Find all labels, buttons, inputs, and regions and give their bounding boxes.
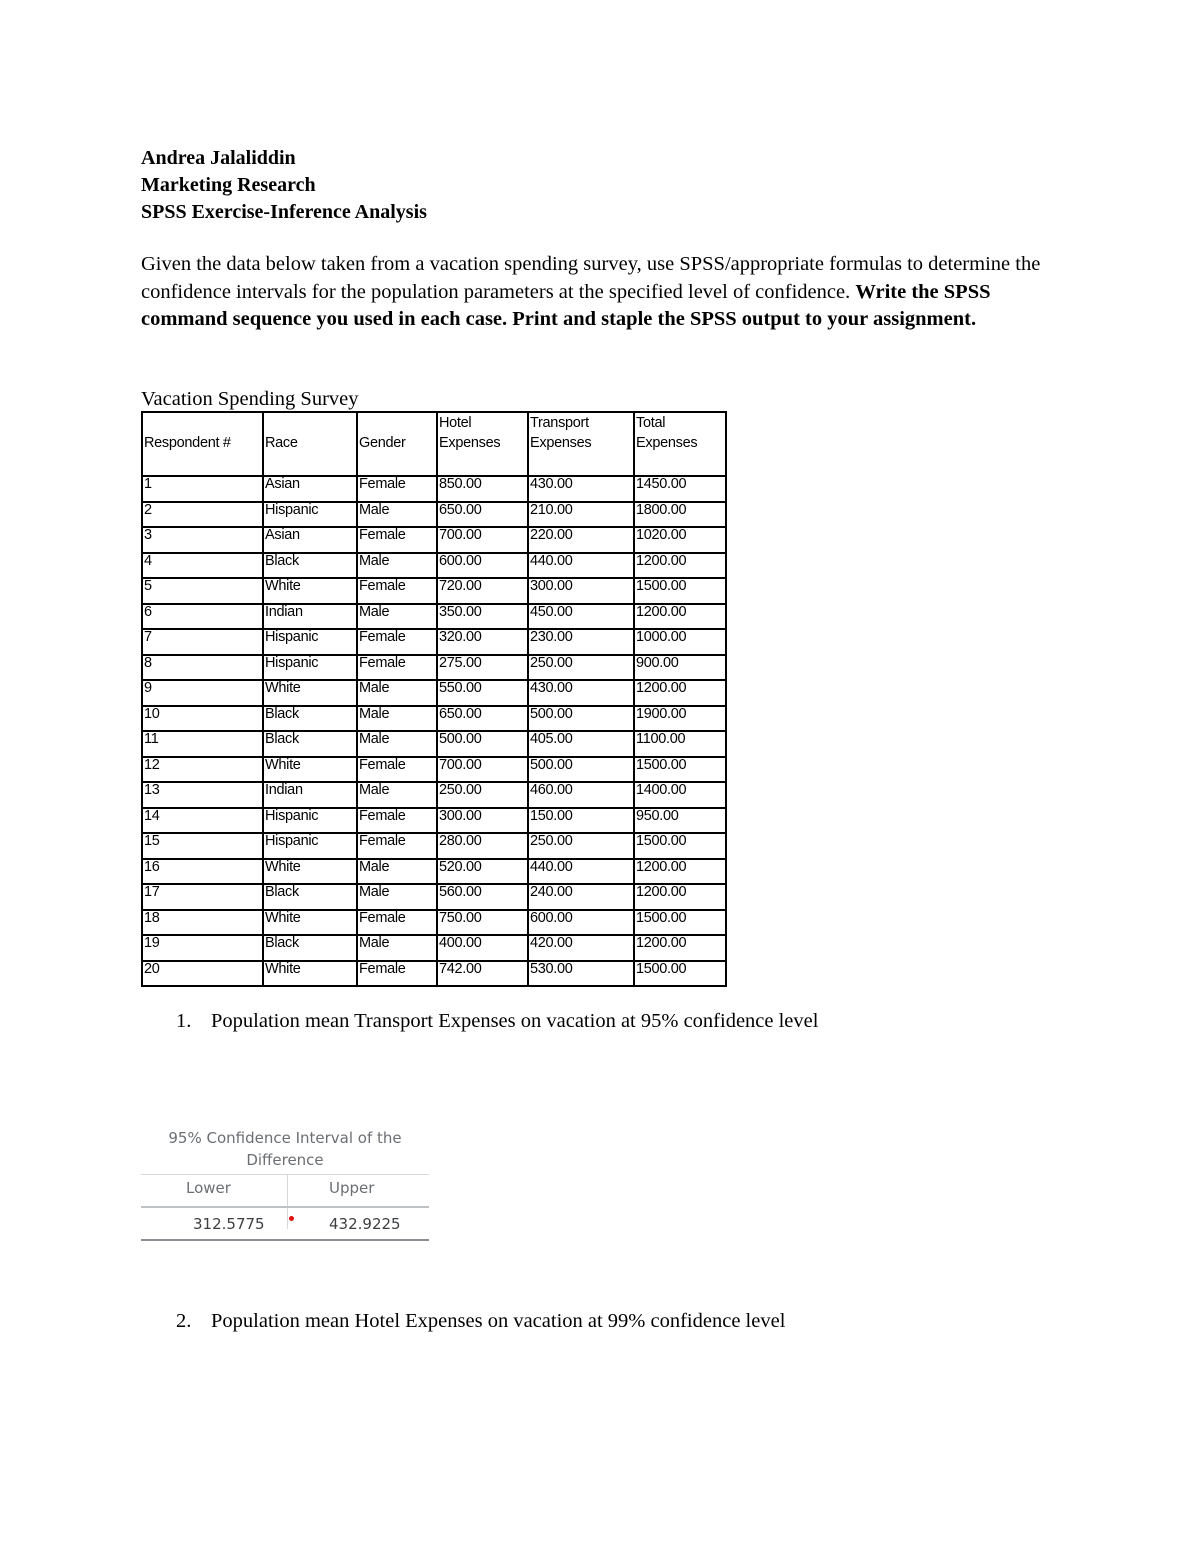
table-row bbox=[142, 553, 726, 579]
cell-transport-expenses: 440.00 bbox=[528, 859, 634, 885]
cell-transport-expenses: 450.00 bbox=[528, 604, 634, 630]
cell-total-expenses: 1500.00 bbox=[634, 578, 726, 604]
cell-gender: Female bbox=[357, 476, 437, 502]
cell-total-expenses: 1500.00 bbox=[634, 757, 726, 783]
cell-hotel-expenses: 400.00 bbox=[437, 935, 528, 961]
cell-hotel-expenses: 742.00 bbox=[437, 961, 528, 987]
cell-total-expenses: 1200.00 bbox=[634, 859, 726, 885]
marker-dot-icon bbox=[289, 1216, 294, 1221]
table-row bbox=[142, 578, 726, 604]
table-row bbox=[142, 476, 726, 502]
cell-hotel-expenses: 520.00 bbox=[437, 859, 528, 885]
header-transport-expenses: Transport Expenses bbox=[528, 412, 634, 476]
table-row bbox=[142, 655, 726, 681]
table-row bbox=[142, 731, 726, 757]
cell-transport-expenses: 430.00 bbox=[528, 476, 634, 502]
lower-label: Lower bbox=[186, 1179, 231, 1197]
cell-respondent: 3 bbox=[142, 527, 263, 553]
cell-respondent: 2 bbox=[142, 502, 263, 528]
table-row bbox=[142, 680, 726, 706]
cell-transport-expenses: 405.00 bbox=[528, 731, 634, 757]
table-row bbox=[142, 910, 726, 936]
table-row bbox=[142, 527, 726, 553]
table-row bbox=[142, 833, 726, 859]
cell-race: Black bbox=[263, 731, 357, 757]
cell-hotel-expenses: 275.00 bbox=[437, 655, 528, 681]
cell-gender: Male bbox=[357, 604, 437, 630]
assignment-title: SPSS Exercise-Inference Analysis bbox=[141, 201, 427, 223]
cell-transport-expenses: 440.00 bbox=[528, 553, 634, 579]
cell-hotel-expenses: 350.00 bbox=[437, 604, 528, 630]
cell-gender: Female bbox=[357, 527, 437, 553]
table-row bbox=[142, 502, 726, 528]
cell-total-expenses: 1500.00 bbox=[634, 961, 726, 987]
cell-respondent: 20 bbox=[142, 961, 263, 987]
cell-total-expenses: 1800.00 bbox=[634, 502, 726, 528]
cell-hotel-expenses: 700.00 bbox=[437, 757, 528, 783]
cell-gender: Male bbox=[357, 680, 437, 706]
cell-hotel-expenses: 560.00 bbox=[437, 884, 528, 910]
cell-respondent: 13 bbox=[142, 782, 263, 808]
cell-respondent: 8 bbox=[142, 655, 263, 681]
upper-value: 432.9225 bbox=[329, 1215, 401, 1233]
cell-hotel-expenses: 320.00 bbox=[437, 629, 528, 655]
cell-race: Black bbox=[263, 884, 357, 910]
cell-gender: Male bbox=[357, 502, 437, 528]
lower-value: 312.5775 bbox=[193, 1215, 265, 1233]
cell-total-expenses: 1400.00 bbox=[634, 782, 726, 808]
cell-transport-expenses: 460.00 bbox=[528, 782, 634, 808]
cell-respondent: 19 bbox=[142, 935, 263, 961]
header-respondent: Respondent # bbox=[142, 412, 263, 476]
spss-output-table bbox=[141, 1121, 429, 1241]
cell-gender: Male bbox=[357, 935, 437, 961]
cell-respondent: 17 bbox=[142, 884, 263, 910]
table-row bbox=[142, 604, 726, 630]
cell-total-expenses: 1450.00 bbox=[634, 476, 726, 502]
cell-race: Asian bbox=[263, 527, 357, 553]
cell-hotel-expenses: 700.00 bbox=[437, 527, 528, 553]
cell-transport-expenses: 420.00 bbox=[528, 935, 634, 961]
confidence-interval-caption: 95% Confidence Interval of the Difference bbox=[168, 1129, 402, 1169]
cell-transport-expenses: 250.00 bbox=[528, 655, 634, 681]
cell-total-expenses: 1020.00 bbox=[634, 527, 726, 553]
cell-total-expenses: 1200.00 bbox=[634, 604, 726, 630]
cell-hotel-expenses: 650.00 bbox=[437, 502, 528, 528]
cell-respondent: 12 bbox=[142, 757, 263, 783]
cell-transport-expenses: 600.00 bbox=[528, 910, 634, 936]
table-row bbox=[142, 757, 726, 783]
cell-race: Hispanic bbox=[263, 833, 357, 859]
cell-transport-expenses: 500.00 bbox=[528, 706, 634, 732]
cell-respondent: 4 bbox=[142, 553, 263, 579]
table-row bbox=[142, 961, 726, 987]
cell-hotel-expenses: 600.00 bbox=[437, 553, 528, 579]
header-gender: Gender bbox=[357, 412, 437, 476]
cell-respondent: 7 bbox=[142, 629, 263, 655]
question-2 bbox=[176, 1308, 785, 1334]
cell-hotel-expenses: 300.00 bbox=[437, 808, 528, 834]
cell-transport-expenses: 210.00 bbox=[528, 502, 634, 528]
cell-race: Indian bbox=[263, 782, 357, 808]
cell-race: Hispanic bbox=[263, 808, 357, 834]
cell-respondent: 11 bbox=[142, 731, 263, 757]
cell-transport-expenses: 530.00 bbox=[528, 961, 634, 987]
intro-paragraph bbox=[141, 251, 1071, 334]
question-number: 2. bbox=[176, 1310, 192, 1332]
cell-total-expenses: 1500.00 bbox=[634, 833, 726, 859]
cell-respondent: 16 bbox=[142, 859, 263, 885]
cell-race: White bbox=[263, 961, 357, 987]
cell-gender: Female bbox=[357, 910, 437, 936]
cell-transport-expenses: 250.00 bbox=[528, 833, 634, 859]
cell-gender: Female bbox=[357, 655, 437, 681]
question-number: 1. bbox=[176, 1010, 192, 1032]
cell-transport-expenses: 300.00 bbox=[528, 578, 634, 604]
table-row bbox=[142, 808, 726, 834]
cell-transport-expenses: 240.00 bbox=[528, 884, 634, 910]
cell-race: Black bbox=[263, 706, 357, 732]
cell-transport-expenses: 150.00 bbox=[528, 808, 634, 834]
cell-race: White bbox=[263, 859, 357, 885]
cell-total-expenses: 1200.00 bbox=[634, 884, 726, 910]
cell-transport-expenses: 220.00 bbox=[528, 527, 634, 553]
table-row bbox=[142, 859, 726, 885]
author-name: Andrea Jalaliddin bbox=[141, 147, 296, 169]
cell-total-expenses: 1200.00 bbox=[634, 553, 726, 579]
cell-race: Hispanic bbox=[263, 655, 357, 681]
divider bbox=[141, 1174, 429, 1175]
cell-hotel-expenses: 650.00 bbox=[437, 706, 528, 732]
cell-gender: Female bbox=[357, 808, 437, 834]
intro-instruction: Write the SPSS command sequence you used in each case. Print and staple the SPSS output to your assignment. bbox=[141, 280, 991, 330]
survey-table bbox=[141, 411, 727, 987]
cell-gender: Male bbox=[357, 782, 437, 808]
cell-gender: Female bbox=[357, 757, 437, 783]
cell-total-expenses: 1100.00 bbox=[634, 731, 726, 757]
cell-transport-expenses: 500.00 bbox=[528, 757, 634, 783]
question-text: Population mean Transport Expenses on vacation at 95% confidence level bbox=[211, 1010, 819, 1032]
cell-respondent: 6 bbox=[142, 604, 263, 630]
cell-hotel-expenses: 850.00 bbox=[437, 476, 528, 502]
cell-hotel-expenses: 500.00 bbox=[437, 731, 528, 757]
divider bbox=[141, 1206, 429, 1208]
question-1 bbox=[176, 1008, 818, 1034]
table-row bbox=[142, 782, 726, 808]
cell-race: White bbox=[263, 757, 357, 783]
cell-race: Indian bbox=[263, 604, 357, 630]
cell-race: White bbox=[263, 910, 357, 936]
cell-respondent: 9 bbox=[142, 680, 263, 706]
cell-total-expenses: 1900.00 bbox=[634, 706, 726, 732]
cell-gender: Male bbox=[357, 553, 437, 579]
question-text: Population mean Hotel Expenses on vacation at 99% confidence level bbox=[211, 1310, 786, 1332]
table-row bbox=[142, 629, 726, 655]
cell-total-expenses: 1200.00 bbox=[634, 680, 726, 706]
upper-label: Upper bbox=[329, 1179, 375, 1197]
cell-transport-expenses: 230.00 bbox=[528, 629, 634, 655]
cell-hotel-expenses: 280.00 bbox=[437, 833, 528, 859]
cell-respondent: 18 bbox=[142, 910, 263, 936]
cell-hotel-expenses: 750.00 bbox=[437, 910, 528, 936]
cell-total-expenses: 950.00 bbox=[634, 808, 726, 834]
cell-transport-expenses: 430.00 bbox=[528, 680, 634, 706]
survey-title: Vacation Spending Survey bbox=[141, 388, 359, 410]
table-row bbox=[142, 706, 726, 732]
cell-race: Hispanic bbox=[263, 502, 357, 528]
table-row bbox=[142, 935, 726, 961]
cell-race: Black bbox=[263, 553, 357, 579]
header-total-expenses: Total Expenses bbox=[634, 412, 726, 476]
table-row bbox=[142, 884, 726, 910]
cell-respondent: 1 bbox=[142, 476, 263, 502]
cell-race: White bbox=[263, 680, 357, 706]
cell-total-expenses: 1500.00 bbox=[634, 910, 726, 936]
cell-gender: Female bbox=[357, 833, 437, 859]
cell-total-expenses: 900.00 bbox=[634, 655, 726, 681]
cell-gender: Female bbox=[357, 961, 437, 987]
cell-gender: Male bbox=[357, 884, 437, 910]
cell-respondent: 14 bbox=[142, 808, 263, 834]
cell-race: White bbox=[263, 578, 357, 604]
cell-respondent: 5 bbox=[142, 578, 263, 604]
course-title: Marketing Research bbox=[141, 174, 316, 196]
cell-respondent: 15 bbox=[142, 833, 263, 859]
cell-total-expenses: 1200.00 bbox=[634, 935, 726, 961]
cell-race: Hispanic bbox=[263, 629, 357, 655]
cell-respondent: 10 bbox=[142, 706, 263, 732]
cell-race: Black bbox=[263, 935, 357, 961]
document-header bbox=[141, 145, 427, 226]
cell-gender: Male bbox=[357, 706, 437, 732]
divider bbox=[141, 1239, 429, 1241]
divider bbox=[287, 1174, 288, 1229]
table-header-row bbox=[142, 412, 726, 476]
cell-hotel-expenses: 720.00 bbox=[437, 578, 528, 604]
cell-total-expenses: 1000.00 bbox=[634, 629, 726, 655]
cell-gender: Male bbox=[357, 731, 437, 757]
cell-gender: Female bbox=[357, 629, 437, 655]
cell-gender: Male bbox=[357, 859, 437, 885]
header-hotel-expenses: Hotel Expenses bbox=[437, 412, 528, 476]
header-race: Race bbox=[263, 412, 357, 476]
cell-race: Asian bbox=[263, 476, 357, 502]
cell-hotel-expenses: 550.00 bbox=[437, 680, 528, 706]
cell-hotel-expenses: 250.00 bbox=[437, 782, 528, 808]
intro-text: Given the data below taken from a vacation spending survey, use SPSS/appropriate formulas to determine the confidence intervals for the population parameters at the specified level of confidence. bbox=[141, 253, 1041, 303]
cell-gender: Female bbox=[357, 578, 437, 604]
